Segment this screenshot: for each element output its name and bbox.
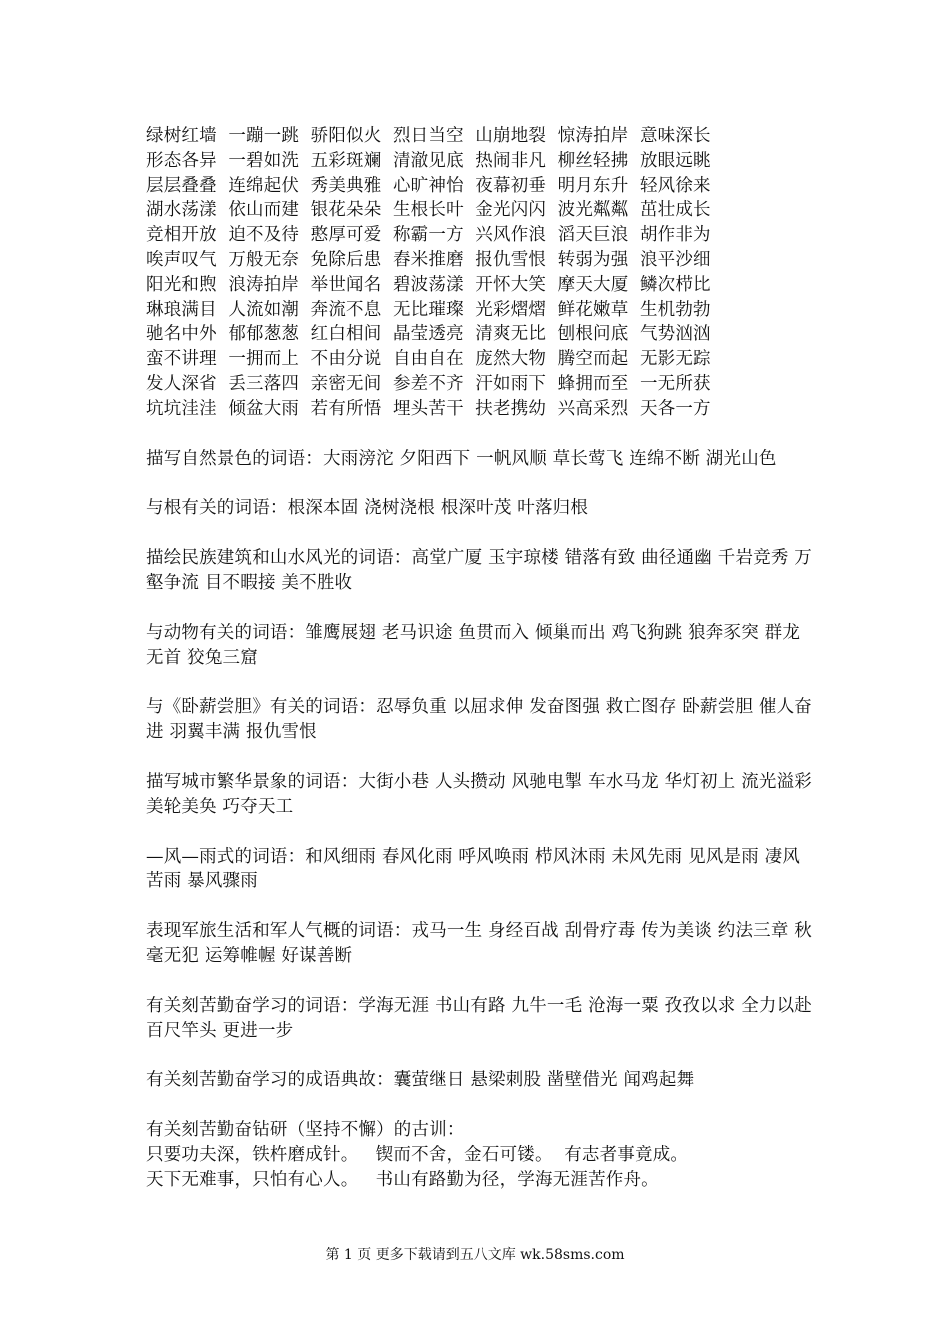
category-section — [146, 770, 814, 820]
category-section — [146, 1068, 814, 1093]
category-text: 表现军旅生活和军人气概的词语：戎马一生 身经百战 刮骨疗毒 传为美谈 约法三章 秋毫无犯 运筹帷幄 好谋善断 — [146, 921, 813, 966]
category-section — [146, 496, 814, 521]
category-section — [146, 447, 814, 472]
proverb-section — [146, 1118, 814, 1192]
idiom-row: 绿树红墙 一蹦一跳 骄阳似火 烈日当空 山崩地裂 惊涛拍岸 意味深长 — [146, 126, 711, 146]
idiom-row: 湖水荡漾 依山而建 银花朵朵 生根长叶 金光闪闪 波光粼粼 茁壮成长 — [146, 200, 711, 221]
category-section — [146, 546, 814, 596]
category-section — [146, 994, 814, 1044]
category-section — [146, 919, 814, 969]
category-text: 与动物有关的词语：雏鹰展翅 老马识途 鱼贯而入 倾巢而出 鸡飞狗跳 狼奔豕突 群龙无首 狡兔三窟 — [146, 622, 801, 668]
idiom-row: 形态各异 一碧如洗 五彩斑斓 清澈见底 热闹非凡 柳丝轻拂 放眼远眺 — [146, 150, 711, 171]
page-footer: 第 1 页 更多下载请到五八文库 wk.58sms.com — [325, 1247, 625, 1263]
category-text: 描绘民族建筑和山水风光的词语：高堂广厦 玉宇琼楼 错落有致 曲径通幽 千岩竞秀 万壑争流 目不暇接 美不胜收 — [146, 548, 813, 593]
proverb-line: 只要功夫深，铁杵磨成针。 锲而不舍，金石可镂。 有志者事竟成。 — [146, 1144, 689, 1165]
idiom-row: 坑坑洼洼 倾盆大雨 若有所悟 埋头苦干 扶老携幼 兴高采烈 天各一方 — [146, 398, 711, 419]
proverb-line: 天下无难事，只怕有心人。 书山有路勤为径，学海无涯苦作舟。 — [146, 1169, 659, 1190]
category-section — [146, 845, 814, 895]
idiom-row: 阳光和煦 浪涛拍岸 举世闻名 碧波荡漾 开怀大笑 摩天大厦 鳞次栉比 — [146, 274, 711, 295]
category-text: 与《卧薪尝胆》有关的词语：忍辱负重 以屈求伸 发奋图强 救亡图存 卧薪尝胆 催人奋进 羽翼丰满 报仇雪恨 — [146, 697, 813, 743]
category-text: 描写自然景色的词语：大雨滂沱 夕阳西下 一帆风顺 草长莺飞 连绵不断 湖光山色 — [146, 448, 777, 469]
idiom-row: 蛮不讲理 一拥而上 不由分说 自由自在 庞然大物 腾空而起 无影无踪 — [146, 349, 711, 370]
category-section — [146, 695, 814, 745]
category-text: —风—雨式的词语：和风细雨 春风化雨 呼风唤雨 栉风沐雨 未风先雨 见风是雨 凄风苦雨 暴风骤雨 — [146, 846, 801, 892]
idiom-row: 唉声叹气 万般无奈 免除后患 舂米推磨 报仇雪恨 转弱为强 浪平沙细 — [146, 249, 711, 270]
idiom-row: 驰名中外 郁郁葱葱 红白相间 晶莹透亮 清爽无比 刨根问底 气势汹汹 — [146, 324, 711, 345]
proverb-heading: 有关刻苦勤奋钻研（坚持不懈）的古训： — [146, 1120, 465, 1141]
idiom-row: 层层叠叠 连绵起伏 秀美典雅 心旷神怡 夜幕初垂 明月东升 轻风徐来 — [146, 175, 711, 196]
document-body — [146, 124, 814, 1193]
idiom-row: 发人深省 丢三落四 亲密无间 参差不齐 汗如雨下 蜂拥而至 一无所获 — [146, 373, 711, 394]
category-text: 有关刻苦勤奋学习的词语：学海无涯 书山有路 九牛一毛 沧海一粟 孜孜以求 全力以赴 百尺竿头 更进一步 — [146, 995, 813, 1041]
idiom-list — [146, 124, 814, 422]
idiom-row: 竞相开放 迫不及待 憨厚可爱 称霸一方 兴风作浪 滔天巨浪 胡作非为 — [146, 225, 711, 246]
idiom-row: 琳琅满目 人流如潮 奔流不息 无比璀璨 光彩熠熠 鲜花嫩草 生机勃勃 — [146, 299, 711, 320]
category-text: 与根有关的词语：根深本固 浇树浇根 根深叶茂 叶落归根 — [146, 498, 589, 519]
category-text: 描写城市繁华景象的词语：大街小巷 人头攒动 风驰电掣 车水马龙 华灯初上 流光溢彩 美轮美奂 巧夺天工 — [146, 771, 813, 817]
category-text: 有关刻苦勤奋学习的成语典故：囊萤继日 悬梁刺股 凿壁借光 闻鸡起舞 — [146, 1070, 695, 1091]
category-sections — [146, 447, 814, 1094]
category-section — [146, 621, 814, 671]
